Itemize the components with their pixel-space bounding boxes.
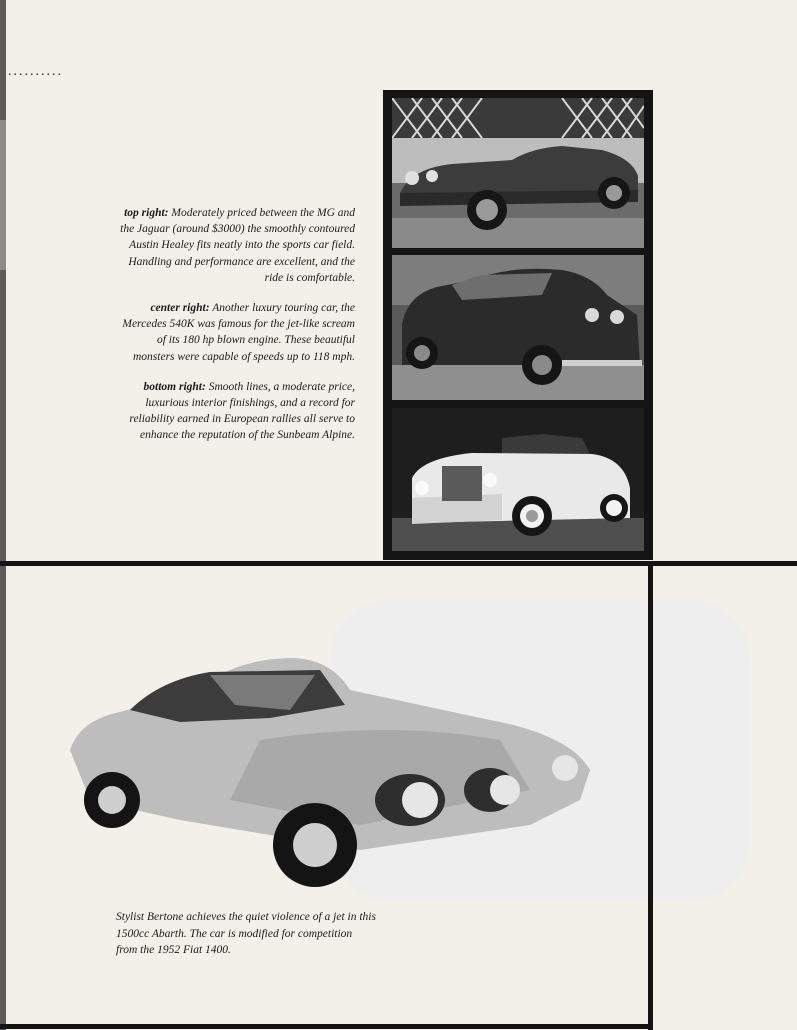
austin-healey-photo [392, 98, 644, 248]
caption-label: center right: [150, 302, 210, 315]
sunbeam-alpine-photo [392, 408, 644, 551]
caption-label: bottom right: [143, 380, 206, 393]
page-binding-highlight [0, 120, 6, 270]
caption-top-right [120, 205, 355, 286]
bottom-divider [0, 1024, 653, 1029]
caption-text: Smooth lines, a moderate price, luxurious interior finishings, and a record for reliability earned in European rallies all serve to enhance the reputation of the Sunbeam Alpine. [129, 380, 355, 442]
photo-strip [383, 90, 653, 560]
photo-captions [120, 205, 355, 458]
caption-text: Another luxury touring car, the Mercedes 540K was famous for the jet-like scream of its 180 hp blown engine. These beautiful monsters were capable of speeds up to 118 mph. [122, 302, 355, 363]
caption-label: top right: [124, 207, 169, 219]
vertical-divider [648, 561, 653, 1030]
caption-text: Moderately priced between the MG and the Jaguar (around $3000) the smoothly contoured Austin Healey fits neatly into the sports car field. Handling and performance are excellent, and the ride is comfortable. [120, 207, 355, 284]
caption-bottom-right [120, 379, 355, 444]
horizontal-divider [0, 561, 797, 566]
leader-dots: .......... [8, 64, 63, 79]
mercedes-540k-photo [392, 255, 644, 400]
caption-center-right [120, 300, 355, 365]
bertone-caption: Stylist Bertone achieves the quiet violence of a jet in this 1500cc Abarth. The car is modified for competition from the 1952 Fiat 1400. [116, 911, 376, 956]
abarth-photo [60, 650, 600, 910]
